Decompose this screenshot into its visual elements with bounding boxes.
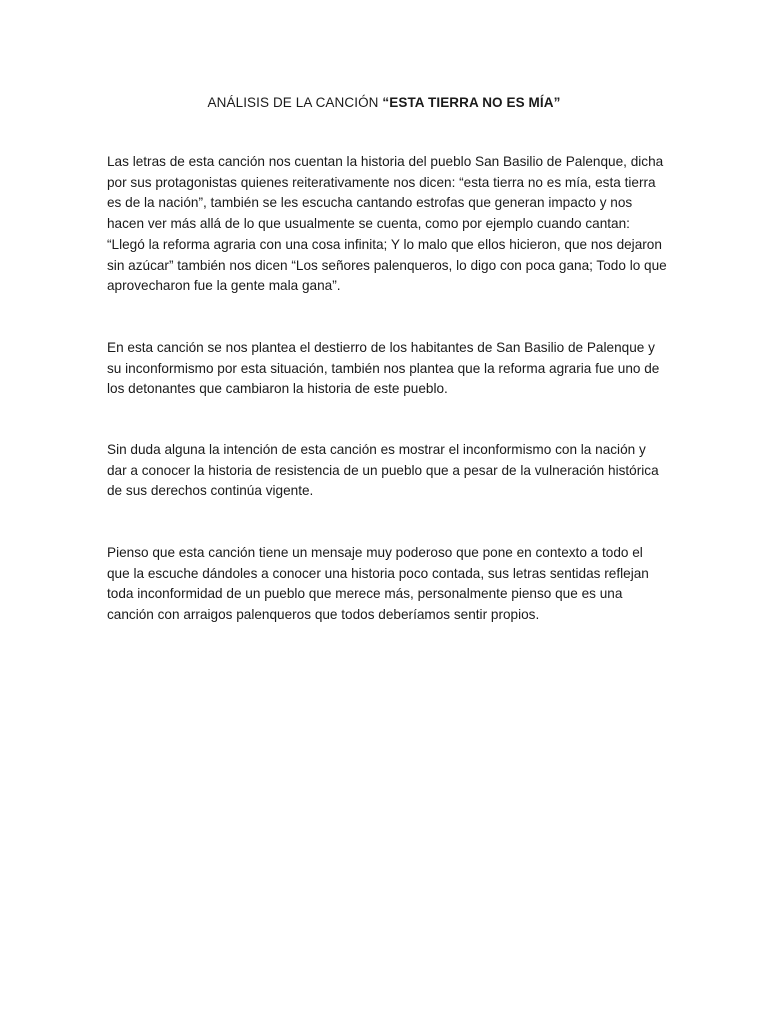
paragraph-1: Las letras de esta canción nos cuentan la historia del pueblo San Basilio de Palenque, dicha por sus protagonistas quienes reiterativamente nos dicen: “esta tierra no es mía, esta tierra es de la nación”, también se les escucha cantando estrofas que generan impacto y nos hacen ver más allá de lo que usualmente se cuenta, como por ejemplo cuando cantan: “Llegó la reforma agraria con una cosa infinita; Y lo malo que ellos hicieron, que nos dejaron sin azúcar” también nos dicen “Los señores palenqueros, lo digo con poca gana; Todo lo que aprovecharon fue la gente mala gana”. [107,154,667,294]
document-title [0,94,768,112]
title-prefix: ANÁLISIS DE LA CANCIÓN [207,95,383,110]
paragraph-4: Pienso que esta canción tiene un mensaje muy poderoso que pone en contexto a todo el que la escuche dándoles a conocer una historia poco contada, sus letras sentidas reflejan toda inconformidad de un pueblo que merece más, personalmente pienso que es una canción con arraigos palenqueros que todos deberíamos sentir propios. [107,545,649,623]
title-song-name: “ESTA TIERRA NO ES MÍA” [382,95,561,110]
paragraph-2: En esta canción se nos plantea el destierro de los habitantes de San Basilio de Palenque y su inconformismo por esta situación, también nos plantea que la reforma agraria fue uno de los detonantes que cambiaron la historia de este pueblo. [107,340,660,397]
paragraph-3: Sin duda alguna la intención de esta canción es mostrar el inconformismo con la nación y dar a conocer la historia de resistencia de un pueblo que a pesar de la vulneración histórica de sus derechos continúa vigente. [107,442,659,499]
